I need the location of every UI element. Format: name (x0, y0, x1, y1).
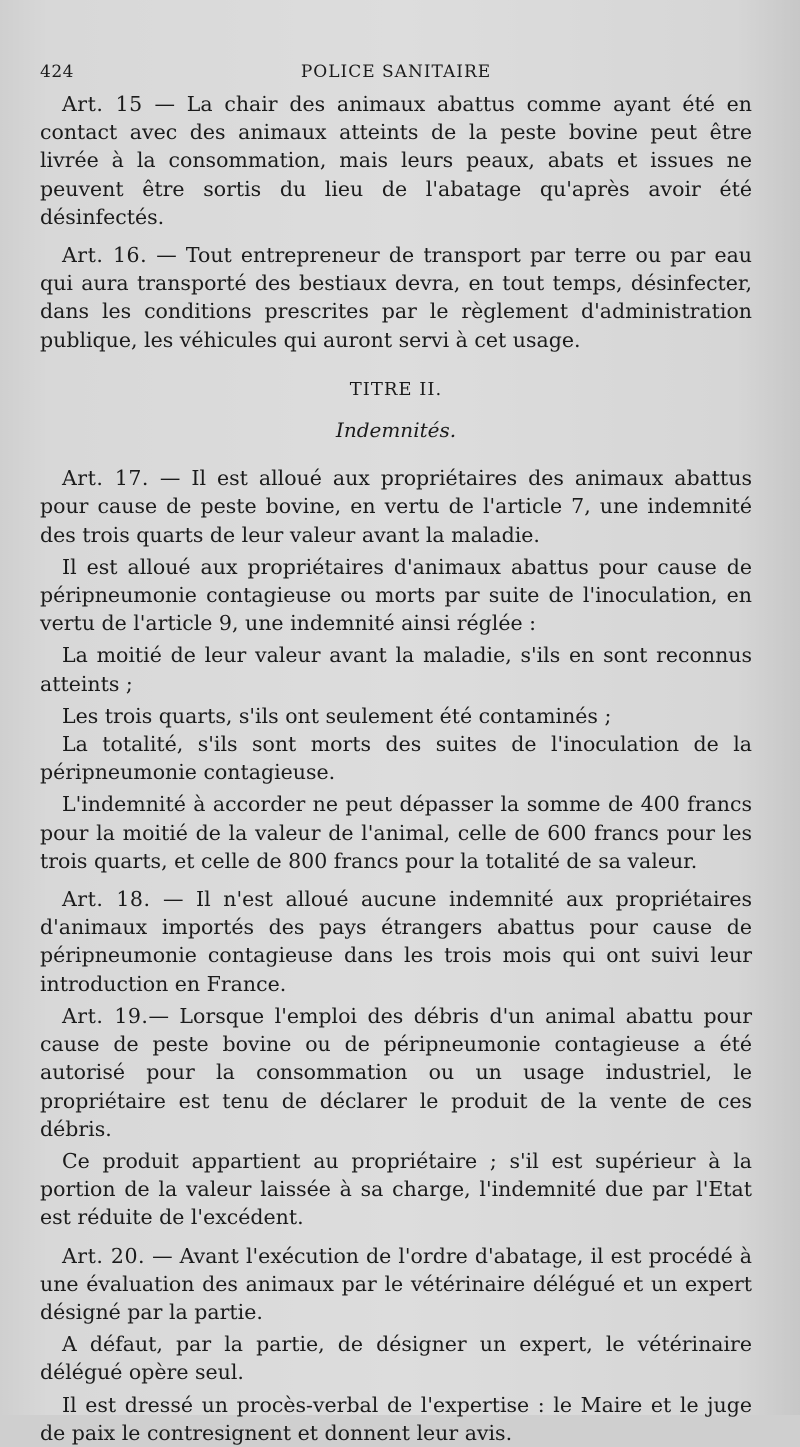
article-17-paragraph-5: La totalité, s'ils sont morts des suites de l'inoculation de la péripneumonie contagieuse. (40, 732, 752, 785)
article-18-text: — Il n'est alloué aucune indemnité aux propriétaires d'animaux importés des pays étrangers abattus pour cause de péripneumonie contagieuse dans les trois mois qui ont suivi leur introduction en France. (40, 887, 752, 996)
article-17-label: Art. 17. (62, 466, 149, 491)
article-18-label: Art. 18. (62, 887, 151, 912)
running-title: POLICE SANITAIRE (300, 62, 492, 82)
article-17 (40, 464, 752, 549)
section-subtitle: Indemnités. (335, 418, 457, 443)
article-20-paragraph-2: A défaut, par la partie, de désigner un expert, le vétérinaire délégué opère seul. (40, 1332, 752, 1385)
body-text (40, 90, 752, 1447)
section-title: TITRE II. (349, 378, 443, 400)
article-16-label: Art. 16. (62, 243, 148, 268)
article-17-paragraph-4: Les trois quarts, s'ils ont seulement été contaminés ; (62, 703, 612, 728)
article-17-paragraph-6: L'indemnité à accorder ne peut dépasser la somme de 400 francs pour la moitié de la valeur de l'animal, celle de 600 francs pour les trois quarts, et celle de 800 francs pour la totalité de sa valeur. (40, 792, 752, 873)
article-20 (40, 1242, 752, 1327)
article-18 (40, 885, 752, 998)
article-19-text: — Lorsque l'emploi des débris d'un animal abattu pour cause de peste bovine ou de péripneumonie contagieuse a été autorisé pour la consommation ou un usage industriel, le propriétaire est tenu de déclarer le produit de la vente de ces débris. (40, 1003, 752, 1141)
article-15-label: Art. 15 (62, 92, 143, 116)
article-19 (40, 1002, 752, 1143)
article-17-text: — Il est alloué aux propriétaires des animaux abattus pour cause de peste bovine, en vertu de l'article 7, une indemnité des trois quarts de leur valeur avant la maladie. (40, 466, 752, 547)
article-16 (40, 241, 752, 354)
article-17-paragraph-3: La moitié de leur valeur avant la maladie, s'ils en sont reconnus atteints ; (40, 643, 752, 696)
page-number: 424 (40, 62, 74, 82)
article-19-paragraph-2: Ce produit appartient au propriétaire ; s'il est supérieur à la portion de la valeur laissée à sa charge, l'indemnité due par l'Etat est réduite de l'excédent. (40, 1148, 752, 1230)
article-15 (40, 90, 752, 231)
article-20-text: — Avant l'exécution de l'ordre d'abatage, il est procédé à une évaluation des animaux par le vétérinaire délégué et un expert désigné par la partie. (40, 1243, 752, 1324)
article-16-text: — Tout entrepreneur de transport par terre ou par eau qui aura transporté des bestiaux devra, en tout temps, désinfecter, dans les conditions prescrites par le règlement d'administration publique, les véhicules qui auront servi à cet usage. (40, 243, 752, 352)
article-20-paragraph-3: Il est dressé un procès-verbal de l'expertise : le Maire et le juge de paix le contresignent et donnent leur avis. (40, 1392, 752, 1445)
article-20-label: Art. 20. (62, 1243, 146, 1268)
article-15-text: — La chair des animaux abattus comme ayant été en contact avec des animaux atteints de la peste bovine peut être livrée à la consommation, mais leurs peaux, abats et issues ne peuvent être sortis du lieu de l'abatage qu'après avoir été désinfectés. (40, 92, 753, 229)
running-head (40, 58, 752, 90)
article-17-paragraph-2: Il est alloué aux propriétaires d'animaux abattus pour cause de péripneumonie contagieuse ou morts par suite de l'inoculation, en vertu de l'article 9, une indemnité ainsi réglée : (40, 554, 752, 636)
article-19-label: Art. 19. (62, 1003, 149, 1028)
